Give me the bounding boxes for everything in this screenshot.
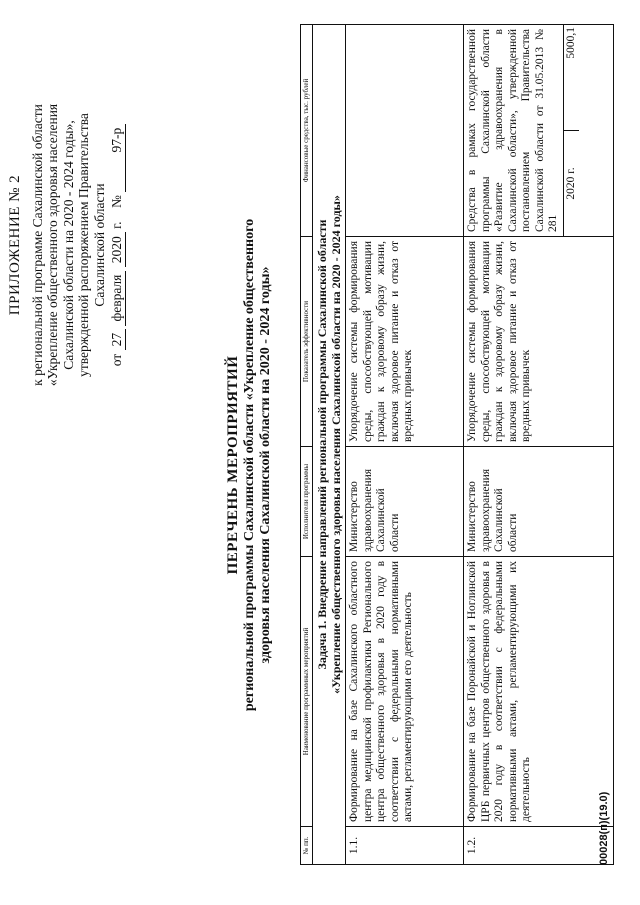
header-indicator: Показатель эффективности bbox=[301, 237, 313, 447]
date-prefix: от bbox=[109, 353, 124, 367]
table-header-row bbox=[301, 25, 313, 865]
table-row bbox=[464, 25, 614, 865]
task-line: «Укрепление общественного здоровья населения Сахалинской области на 2020 - 2024 годы» bbox=[329, 195, 343, 694]
row-executor: Министерство здравоохранения Сахалинской области bbox=[346, 447, 464, 557]
task-row bbox=[313, 25, 346, 865]
date-day: 27 bbox=[109, 329, 126, 351]
approval-date-row bbox=[109, 35, 126, 455]
task-title bbox=[313, 25, 346, 865]
heading-line: региональной программы Сахалинской области «Укрепление общественного bbox=[242, 218, 257, 712]
heading-line: здоровья населения Сахалинской области на 2020 - 2024 годы» bbox=[258, 266, 273, 664]
finance-amount-row bbox=[563, 25, 580, 236]
row-name: Формирование на базе Поронайской и Ноглинской ЦРБ первичных центров общественного здоровья в 2020 году в соответствии с федеральными нормативными актами, регламентирующими их деятельность bbox=[464, 557, 614, 827]
header-number: № пп. bbox=[301, 827, 313, 865]
appendix-block bbox=[8, 35, 126, 455]
row-executor: Министерство здравоохранения Сахалинской области bbox=[464, 447, 614, 557]
date-year: 2020 bbox=[109, 232, 126, 267]
heading-title: ПЕРЕЧЕНЬ МЕРОПРИЯТИЙ bbox=[225, 355, 241, 575]
appendix-line: «Укрепление общественного здоровья населения bbox=[45, 103, 60, 387]
appendix-line: утвержденной распоряжением Правительства bbox=[76, 113, 91, 377]
header-executor: Исполнители программы bbox=[301, 447, 313, 557]
document-heading bbox=[225, 165, 274, 765]
finance-amount: 5000,1 bbox=[564, 25, 580, 131]
number-prefix: № bbox=[109, 195, 124, 208]
row-name: Формирование на базе Сахалинского областного центра медицинской профилактики Регионального центра общественного здоровья в 2020 году в соответствии с федеральными нормативными актами, регламентирующими его деятельность bbox=[346, 557, 464, 827]
header-finance: Финансовые средства, тыс. рублей bbox=[301, 25, 313, 237]
footer-code: 00028(п)(19.0) bbox=[598, 791, 610, 865]
date-month: февраля bbox=[109, 271, 126, 326]
row-number: 1.2. bbox=[464, 827, 614, 865]
measures-table bbox=[300, 24, 614, 865]
appendix-line: Сахалинской области bbox=[91, 183, 107, 307]
row-finance bbox=[346, 25, 464, 237]
row-number: 1.1. bbox=[346, 827, 464, 865]
row-finance bbox=[464, 25, 614, 237]
row-indicator: Упорядочение системы формирования среды, способствующей мотивации граждан к здоровому образу жизни, включая здоровое питание и отказ от вредных привычек bbox=[464, 237, 614, 447]
finance-year: 2020 г. bbox=[564, 167, 577, 200]
document-number: 97-р bbox=[109, 124, 126, 192]
header-name: Наименование программных мероприятий bbox=[301, 557, 313, 827]
row-indicator: Упорядочение системы формирования среды, способствующей мотивации граждан к здоровому образу жизни, включая здоровое питание и отказ от вредных привычек bbox=[346, 237, 464, 447]
finance-source: Средства в рамках государственной программы Сахалинской области «Развитие здравоохранения в Сахалинской области», утвержденной постановлением Правительства Сахалинской области от 31.05.2013 № 281 bbox=[466, 29, 559, 232]
task-line: Задача 1. Внедрение направлений региональной программы Сахалинской области bbox=[315, 219, 329, 670]
appendix-line: к региональной программе Сахалинской области bbox=[29, 104, 45, 386]
appendix-title: ПРИЛОЖЕНИЕ № 2 bbox=[7, 174, 23, 316]
appendix-line: Сахалинской области на 2020 - 2024 годы», bbox=[60, 120, 76, 370]
table-row bbox=[346, 25, 464, 865]
date-year-suffix: г. bbox=[109, 221, 124, 229]
